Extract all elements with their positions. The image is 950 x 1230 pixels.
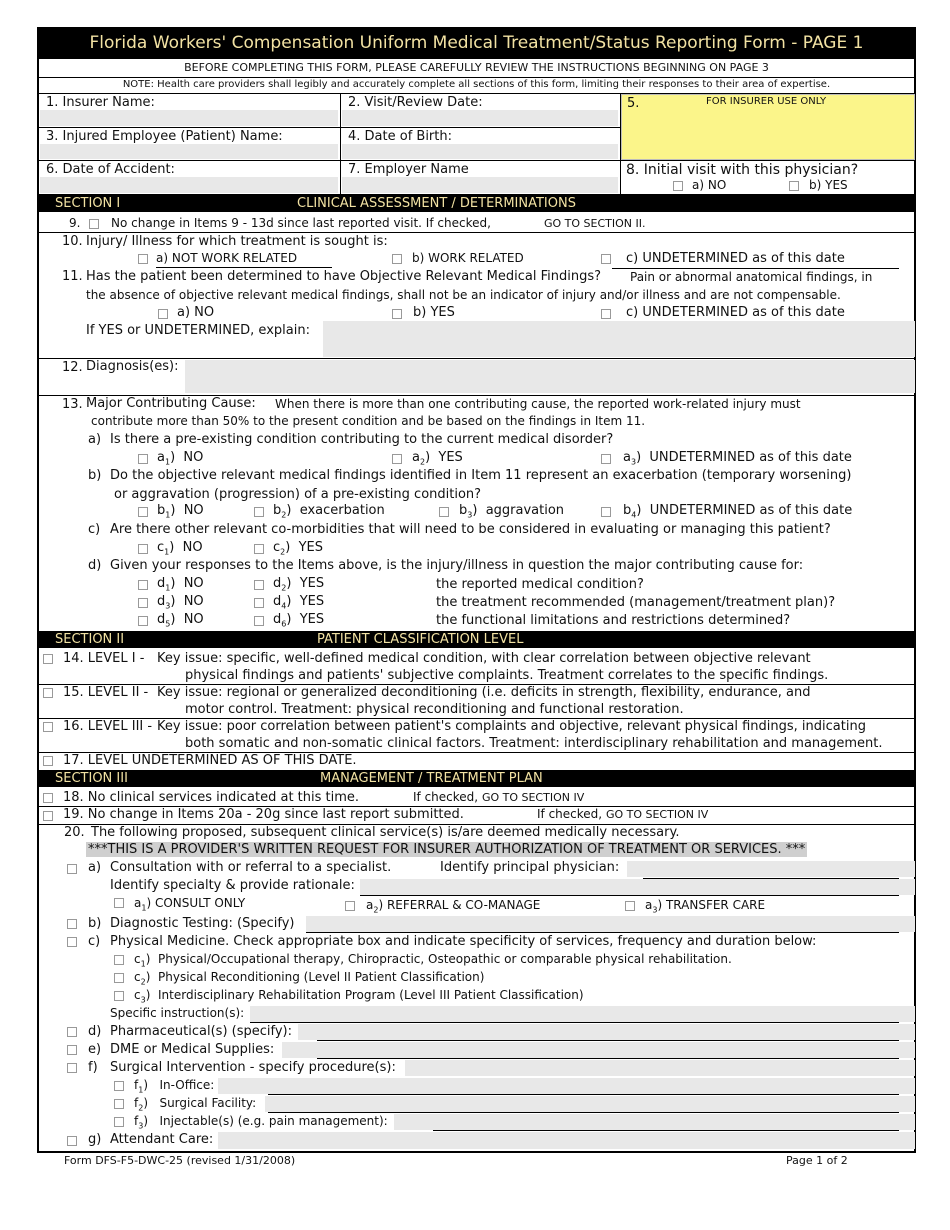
item-20f1-label: $f_1$) In-Office: (134, 1078, 215, 1095)
item-13d-letter: d) (88, 558, 102, 573)
specific-instructions-label: Specific instruction(s): (110, 1006, 245, 1020)
item-10a-label: a) NOT WORK RELATED (156, 251, 298, 265)
patient-name-field[interactable] (40, 144, 338, 159)
item-9-text: No change in Items 9 - 13d since last reported visit. If checked, (111, 216, 491, 230)
section-1-title: CLINICAL ASSESSMENT / DETERMINATIONS (297, 196, 576, 211)
item-13c2-checkbox[interactable] (254, 544, 264, 554)
item-13-note-1: When there is more than one contributing cause, the reported work-related injury must (275, 397, 801, 411)
item-10-number: 10. (62, 234, 83, 249)
item-13c1-checkbox[interactable] (138, 544, 148, 554)
item-13d1-checkbox[interactable] (138, 580, 148, 590)
item-20a3-checkbox[interactable] (625, 901, 635, 911)
item-13b-question-2: or aggravation (progression) of a pre-existing condition? (114, 487, 482, 502)
item-13d5-label: $d_5$) NO (157, 612, 204, 629)
page-number: Page 1 of 2 (786, 1154, 848, 1167)
item-9-goto: GO TO SECTION II. (544, 217, 646, 230)
item-18-goto: If checked, GO TO SECTION IV (413, 790, 585, 804)
item-9-number: 9. (69, 216, 81, 230)
item-20b-letter: b) (88, 916, 102, 931)
level-3-heading: 16. LEVEL III - (63, 719, 153, 734)
insurer-name-label: 1. Insurer Name: (46, 95, 155, 110)
specialty-label: Identify specialty & provide rationale: (110, 878, 355, 893)
item-20c1-checkbox[interactable] (114, 955, 124, 965)
level-3-text-1: Key issue: poor correlation between patient's complaints and objective, relevant physical findings, indicating (157, 719, 866, 734)
item-13c-letter: c) (88, 522, 101, 537)
section-2-bar (39, 631, 914, 648)
item-13b-letter: b) (88, 468, 102, 483)
level-1-text-1: Key issue: specific, well-defined medical condition, with clear correlation between objective relevant (157, 651, 811, 666)
field5-number: 5. (627, 96, 640, 111)
item-13d3-checkbox[interactable] (138, 598, 148, 608)
item-10-text: Injury/ Illness for which treatment is sought is: (86, 234, 388, 249)
section-3-label: SECTION III (55, 771, 128, 786)
item-10b-label: b) WORK RELATED (412, 251, 524, 265)
item-11c-label: c) UNDETERMINED as of this date (626, 305, 845, 320)
item-20a3-label: $a_3$) TRANSFER CARE (645, 898, 766, 915)
item-11b-checkbox[interactable] (392, 309, 402, 319)
item-20e-letter: e) (88, 1042, 102, 1057)
item-20g-text: Attendant Care: (110, 1132, 214, 1147)
item-13-number: 13. (62, 397, 83, 412)
employer-name-field[interactable] (342, 177, 618, 193)
specialty-field[interactable] (360, 879, 915, 895)
item-13d-question: Given your responses to the Items above, is the injury/illness in question the major contributing cause for: (110, 558, 804, 573)
level-2-heading: 15. LEVEL II - (63, 685, 149, 700)
item-13b1-checkbox[interactable] (138, 507, 148, 517)
item-13a3-label: $a_3$) UNDETERMINED as of this date (623, 450, 852, 467)
item-11-explain-field[interactable] (323, 321, 915, 357)
item-13b2-label: $b_2$) exacerbation (273, 503, 385, 520)
item-19-goto: If checked, GO TO SECTION IV (537, 807, 709, 821)
item-11-explain-label: If YES or UNDETERMINED, explain: (86, 323, 310, 338)
item-19-checkbox[interactable] (43, 811, 53, 821)
item-13b1-label: $b_1$) NO (157, 503, 204, 520)
item-20g-letter: g) (88, 1132, 102, 1147)
item-20a1-checkbox[interactable] (114, 898, 124, 908)
item-13a1-label: $a_1$) NO (157, 450, 204, 467)
item-13d6-checkbox[interactable] (254, 616, 264, 626)
in-office-field[interactable] (218, 1078, 915, 1094)
item-20f-text: Surgical Intervention - specify procedure(s): (110, 1060, 396, 1075)
item-13b-question-1: Do the objective relevant medical findings identified in Item 11 represent an exacerbation (temporary worsening) (110, 468, 852, 483)
initial-visit-yes-checkbox[interactable] (789, 181, 799, 191)
item-12-label: Diagnosis(es): (86, 359, 179, 374)
authorization-banner: ***THIS IS A PROVIDER'S WRITTEN REQUEST FOR INSURER AUTHORIZATION OF TREATMENT OR SERVICES. *** (88, 842, 806, 857)
item-10a-checkbox[interactable] (138, 254, 148, 264)
item-20f2-checkbox[interactable] (114, 1099, 124, 1109)
level-1-text-2: physical findings and patients' subjective complaints. Treatment correlates to the specific findings. (185, 668, 829, 683)
item-20c1-label: $c_1$) Physical/Occupational therapy, Chiropractic, Osteopathic or comparable physical rehabilitation. (134, 952, 732, 969)
item-20f3-checkbox[interactable] (114, 1117, 124, 1127)
initial-visit-no-checkbox[interactable] (673, 181, 683, 191)
item-20-text: The following proposed, subsequent clinical service(s) is/are deemed medically necessary. (91, 825, 680, 840)
initial-visit-no-label: a) NO (692, 178, 727, 192)
item-13d-question-3: the functional limitations and restrictions determined? (436, 613, 791, 628)
initial-visit-yes-label: b) YES (809, 178, 848, 192)
item-20f2-label: $f_2$) Surgical Facility: (134, 1096, 257, 1113)
accident-date-label: 6. Date of Accident: (46, 162, 175, 177)
surgical-facility-field[interactable] (265, 1096, 915, 1112)
item-13b3-label: $b_3$) aggravation (459, 503, 565, 520)
item-12-number: 12. (62, 360, 83, 375)
level-3-checkbox[interactable] (43, 722, 53, 732)
item-13c-question: Are there other relevant co-morbidities that will need to be considered in evaluating or managing this patient? (110, 522, 831, 537)
item-20d-letter: d) (88, 1024, 102, 1039)
principal-physician-field[interactable] (627, 861, 915, 877)
item-20c-checkbox[interactable] (67, 937, 77, 947)
item-13a1-checkbox[interactable] (138, 454, 148, 464)
employer-name-label: 7. Employer Name (348, 162, 469, 177)
attendant-care-field[interactable] (218, 1132, 915, 1149)
insurer-name-field[interactable] (40, 110, 338, 126)
item-18-checkbox[interactable] (43, 793, 53, 803)
note: NOTE: Health care providers shall legibly and accurately complete all sections of this form, limiting their responses to their area of expertise. (122, 79, 831, 90)
item-10c-label: c) UNDETERMINED as of this date (626, 251, 845, 266)
item-20c2-checkbox[interactable] (114, 973, 124, 983)
level-2-text-2: motor control. Treatment: physical reconditioning and functional restoration. (185, 702, 684, 717)
item-13c2-label: $c_2$) YES (273, 540, 324, 557)
item-13a-letter: a) (88, 432, 102, 447)
item-11c-checkbox[interactable] (601, 309, 611, 319)
item-20c2-label: $c_2$) Physical Reconditioning (Level II Patient Classification) (134, 970, 485, 987)
item-11-number: 11. (62, 269, 83, 284)
item-20c-letter: c) (88, 934, 101, 949)
insurer-use-label: FOR INSURER USE ONLY (706, 96, 827, 107)
item-20f-letter: f) (88, 1060, 98, 1075)
item-20a2-checkbox[interactable] (345, 901, 355, 911)
diagnostic-testing-field[interactable] (306, 916, 915, 932)
item-13-label: Major Contributing Cause: (86, 396, 256, 411)
item-20b-checkbox[interactable] (67, 919, 77, 929)
section-3-bar (39, 770, 914, 787)
item-13a2-checkbox[interactable] (392, 454, 402, 464)
specific-instructions-field[interactable] (250, 1006, 915, 1022)
item-13d6-label: $d_6$) YES (273, 612, 325, 629)
level-2-text-1: Key issue: regional or generalized deconditioning (i.e. deficits in strength, flexibility, endurance, and (157, 685, 811, 700)
item-13d5-checkbox[interactable] (138, 616, 148, 626)
item-20g-checkbox[interactable] (67, 1136, 77, 1146)
item-10c-checkbox[interactable] (601, 254, 611, 264)
item-13d-question-2: the treatment recommended (management/treatment plan)? (436, 595, 836, 610)
item-20a-text: Consultation with or referral to a specialist. (110, 860, 392, 875)
item-20f3-label: $f_3$) Injectable(s) (e.g. pain management): (134, 1114, 388, 1131)
form-title: Florida Workers' Compensation Uniform Medical Treatment/Status Reporting Form - PAGE 1 (37, 27, 916, 59)
item-13d1-label: $d_1$) NO (157, 576, 204, 593)
before-note: BEFORE COMPLETING THIS FORM, PLEASE CAREFULLY REVIEW THE INSTRUCTIONS BEGINNING ON PAGE 3 (184, 61, 769, 74)
item-20c-text: Physical Medicine. Check appropriate box and indicate specificity of services, frequency and duration below: (110, 934, 817, 949)
item-13a3-checkbox[interactable] (601, 454, 611, 464)
item-11a-label: a) NO (177, 305, 215, 320)
item-9-checkbox[interactable] (89, 219, 99, 229)
item-13d2-checkbox[interactable] (254, 580, 264, 590)
item-11a-checkbox[interactable] (158, 309, 168, 319)
item-20b-text: Diagnostic Testing: (Specify) (110, 916, 295, 931)
item-18-text: 18. No clinical services indicated at this time. (63, 790, 360, 805)
item-20e-text: DME or Medical Supplies: (110, 1042, 275, 1057)
item-13d-question-1: the reported medical condition? (436, 577, 644, 592)
item-20f1-checkbox[interactable] (114, 1081, 124, 1091)
form-number: Form DFS-F5-DWC-25 (revised 1/31/2008) (64, 1154, 296, 1167)
visit-date-label: 2. Visit/Review Date: (348, 95, 483, 110)
item-13d3-label: $d_3$) NO (157, 594, 204, 611)
item-13b2-checkbox[interactable] (254, 507, 264, 517)
level-2-checkbox[interactable] (43, 688, 53, 698)
item-20d-checkbox[interactable] (67, 1027, 77, 1037)
initial-visit-label: 8. Initial visit with this physician? (626, 162, 859, 178)
patient-name-label: 3. Injured Employee (Patient) Name: (46, 129, 283, 144)
item-13d4-checkbox[interactable] (254, 598, 264, 608)
item-13b4-checkbox[interactable] (601, 507, 611, 517)
dob-field[interactable] (342, 144, 618, 159)
pharmaceuticals-field[interactable] (298, 1024, 915, 1040)
item-13c1-label: $c_1$) NO (157, 540, 203, 557)
item-20f-checkbox[interactable] (67, 1063, 77, 1073)
level-undetermined-label: 17. LEVEL UNDETERMINED AS OF THIS DATE. (63, 753, 357, 768)
item-11-note-1: Pain or abnormal anatomical findings, in (630, 270, 873, 284)
section-2-label: SECTION II (55, 632, 125, 647)
section-1-bar (39, 195, 914, 212)
level-1-heading: 14. LEVEL I - (63, 651, 145, 666)
item-20-number: 20. (64, 825, 85, 840)
accident-date-field[interactable] (40, 177, 338, 193)
item-13a2-label: $a_2$) YES (412, 450, 463, 467)
item-20e-checkbox[interactable] (67, 1045, 77, 1055)
item-10b-checkbox[interactable] (392, 254, 402, 264)
item-20c3-label: $c_3$) Interdisciplinary Rehabilitation Program (Level III Patient Classification) (134, 988, 584, 1005)
section-2-title: PATIENT CLASSIFICATION LEVEL (317, 632, 524, 647)
section-1-label: SECTION I (55, 196, 121, 211)
item-13d2-label: $d_2$) YES (273, 576, 325, 593)
item-20a2-label: $a_2$) REFERRAL & CO-MANAGE (366, 898, 541, 915)
principal-physician-label: Identify principal physician: (440, 860, 620, 875)
surgical-intervention-field[interactable] (405, 1060, 915, 1076)
item-11b-label: b) YES (413, 305, 455, 320)
diagnosis-field[interactable] (185, 360, 915, 393)
item-20c3-checkbox[interactable] (114, 991, 124, 1001)
level-1-checkbox[interactable] (43, 654, 53, 664)
item-13d4-label: $d_4$) YES (273, 594, 325, 611)
item-13b4-label: $b_4$) UNDETERMINED as of this date (623, 503, 853, 520)
item-13a-question: Is there a pre-existing condition contributing to the current medical disorder? (110, 432, 614, 447)
dob-label: 4. Date of Birth: (348, 129, 452, 144)
item-20a-checkbox[interactable] (67, 864, 77, 874)
level-undetermined-checkbox[interactable] (43, 756, 53, 766)
injectables-field[interactable] (394, 1114, 915, 1130)
item-19-text: 19. No change in Items 20a - 20g since last report submitted. (63, 807, 464, 822)
level-3-text-2: both somatic and non-somatic clinical factors. Treatment: interdisciplinary rehabilitation and management. (185, 736, 883, 751)
item-13-note-2: contribute more than 50% to the present condition and be based on the findings in Item 11. (91, 414, 646, 428)
item-11-text: Has the patient been determined to have Objective Relevant Medical Findings? (86, 269, 602, 284)
item-20a-letter: a) (88, 860, 102, 875)
item-13b3-checkbox[interactable] (439, 507, 449, 517)
section-3-title: MANAGEMENT / TREATMENT PLAN (320, 771, 543, 786)
item-11-note-2: the absence of objective relevant medical findings, shall not be an indicator of injury and/or illness and are not compensable. (86, 288, 841, 302)
dme-supplies-field[interactable] (282, 1042, 915, 1058)
item-20d-text: Pharmaceutical(s) (specify): (110, 1024, 293, 1039)
visit-date-field[interactable] (342, 110, 618, 126)
item-20a1-label: $a_1$) CONSULT ONLY (134, 896, 246, 913)
